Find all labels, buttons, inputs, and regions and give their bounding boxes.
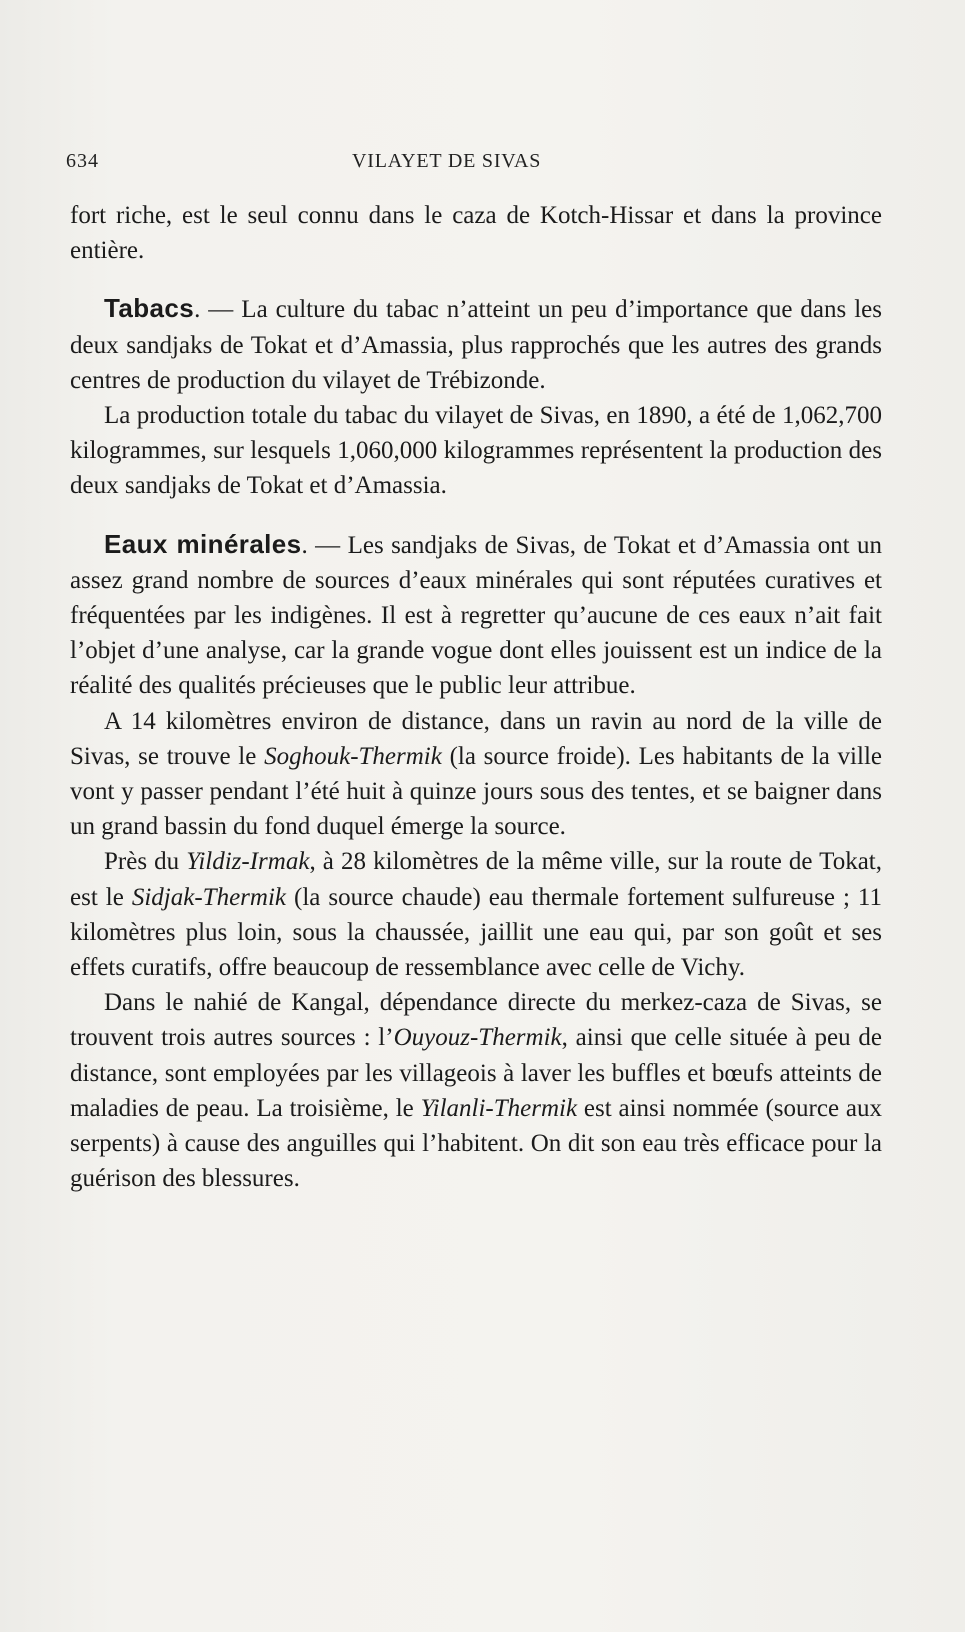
- text-segment: Dans le nahié de Kangal, dépendance directe du merkez-caza de Sivas, se trouvent trois autres sources : l’: [70, 989, 882, 1052]
- section-heading-eaux-minerales: Eaux minérales: [104, 528, 302, 559]
- section-heading-tabacs: Tabacs: [104, 293, 195, 324]
- paragraph-tabacs: [70, 291, 882, 398]
- text-segment: A 14 kilomètres environ de distance, dans un ravin au nord de la ville de Sivas, se trouve le: [70, 707, 882, 770]
- paragraph-text: fort riche, est le seul connu dans le caza de Kotch-Hissar et dans la province entière.: [70, 202, 882, 265]
- page-header: [66, 150, 546, 174]
- text-segment: Près du: [104, 848, 187, 876]
- place-name: Sidjak-Thermik: [131, 883, 286, 911]
- paragraph-sidjak-thermik: [70, 844, 882, 985]
- text-segment: (la source froide). Les habitants de la ville vont y passer pendant l’été huit à quinze jours sous des tentes, et se baigner dans un grand bassin du fond duquel émerge la source.: [70, 742, 882, 841]
- place-name: Yildiz-Irmak: [186, 848, 310, 876]
- paragraph-text: . — Les sandjaks de Sivas, de Tokat et d’Amassia ont un assez grand nombre de sources d’eaux minérales qui sont réputées curatives et fréquentées par les indigènes. Il est à regretter qu’aucune de ces eaux n’ait fait l’objet d’une analyse, car la grande vogue dont elles jouissent est un indice de la réalité des qualités précieuses que le public leur attribue.: [70, 531, 882, 700]
- text-segment: (la source chaude) eau thermale fortement sulfureuse ; 11 kilomètres plus loin, sous la chaussée, jaillit une eau qui, par son goût et ses effets curatifs, offre beaucoup de ressemblance avec celle de Vichy.: [70, 883, 882, 982]
- paragraph-soghouk-thermik: [70, 704, 882, 845]
- running-title: VILAYET DE SIVAS: [352, 150, 542, 172]
- place-name: Soghouk-Thermik: [264, 742, 442, 770]
- text-segment: , à 28 kilomètres de la même ville, sur la route de Tokat, est le: [70, 848, 882, 911]
- text-segment: est ainsi nommée (source aux serpents) à cause des anguilles qui l’habitent. On dit son eau très efficace pour la guérison des blessures.: [70, 1094, 882, 1193]
- paragraph-text: La production totale du tabac du vilayet de Sivas, en 1890, a été de 1,062,700 kilogrammes, sur lesquels 1,060,000 kilogrammes représentent la production des deux sandjaks de Tokat et d’Amassia.: [70, 402, 882, 500]
- paragraph-continuation: [70, 198, 882, 268]
- text-segment: , ainsi que celle située à peu de distance, sont employées par les villageois à laver les buffles et bœufs atteints de maladies de peau. La troisième, le: [70, 1024, 882, 1122]
- place-name: Ouyouz-Thermik: [393, 1024, 562, 1052]
- body-text: [70, 198, 882, 1196]
- paragraph-tobacco-production: [70, 398, 882, 504]
- paragraph-kangal-sources: [70, 985, 882, 1196]
- paragraph-eaux-minerales: [70, 527, 882, 704]
- place-name: Yilanli-Thermik: [420, 1094, 578, 1122]
- page-number: 634: [66, 150, 99, 172]
- paragraph-text: . — La culture du tabac n’atteint un peu d’importance que dans les deux sandjaks de Tokat et d’Amassia, plus rapprochés que les autres des grands centres de production du vilayet de Trébizonde.: [70, 296, 882, 394]
